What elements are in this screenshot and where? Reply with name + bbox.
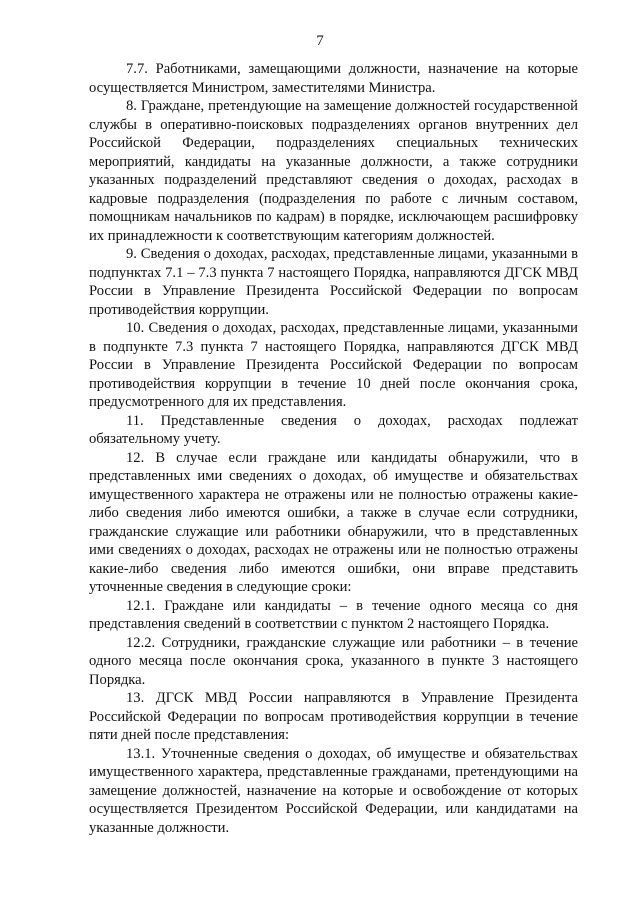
paragraph-8: 8. Граждане, претендующие на замещение должностей государственной службы в оперативно-поисковых подразделениях органов внутренних дел Российской Федерации, подразделениях специальных технических мероприятий, кандидаты на указанные должности, а также сотрудники указанных подразделений представляют сведения о доходах, расходах в кадровые подразделения (подразделения по работе с личным составом, помощникам начальников по кадрам) в порядке, исключающем расшифровку их принадлежности к соответствующим категориям должностей. bbox=[89, 98, 578, 244]
page-number: 7 bbox=[316, 33, 324, 49]
paragraph-12: 12. В случае если граждане или кандидаты обнаружили, что в представленных ими сведениях о доходах, об имуществе и обязательствах имущественного характера не отражены или не полностью отражены какие-либо сведения либо имеются ошибки, а также в случае если сотрудники, гражданские служащие или работники обнаружили, что в представленных ими сведениях о доходах, расходах не отражены или не полностью отражены какие-либо сведения либо имеются ошибки, они вправе представить уточненные сведения в следующие сроки: bbox=[89, 449, 578, 595]
paragraph-7-7: 7.7. Работниками, замещающими должности, назначение на которые осуществляется Министром, заместителями Министра. bbox=[89, 61, 578, 96]
paragraph-9: 9. Сведения о доходах, расходах, представленные лицами, указанными в подпунктах 7.1 – 7.3 пункта 7 настоящего Порядка, направляются ДГСК МВД России в Управление Президента Российской Федерации по вопросам противодействия коррупции. bbox=[89, 246, 578, 318]
paragraph-12-1: 12.1. Граждане или кандидаты – в течение одного месяца со дня представления сведений в соответствии с пунктом 2 настоящего Порядка. bbox=[89, 597, 578, 632]
paragraph-13-1: 13.1. Уточненные сведения о доходах, об имуществе и обязательствах имущественного характера, представленные гражданами, претендующими на замещение должностей, назначение на которые и освобождение от которых осуществляется Президентом Российской Федерации, или кандидатами на указанные должности. bbox=[89, 745, 578, 836]
paragraph-12-2: 12.2. Сотрудники, гражданские служащие или работники – в течение одного месяца после окончания срока, указанного в пункте 3 настоящего Порядка. bbox=[89, 634, 578, 688]
document-body bbox=[89, 60, 578, 837]
paragraph-11: 11. Представленные сведения о доходах, расходах подлежат обязательному учету. bbox=[89, 412, 578, 447]
paragraph-10: 10. Сведения о доходах, расходах, представленные лицами, указанными в подпункте 7.3 пункта 7 настоящего Порядка, направляются ДГСК МВД России в Управление Президента Российской Федерации по вопросам противодействия коррупции в течение 10 дней после окончания срока, предусмотренного для их представления. bbox=[89, 320, 578, 410]
paragraph-13: 13. ДГСК МВД России направляются в Управление Президента Российской Федерации по вопросам противодействия коррупции в течение пяти дней после представления: bbox=[89, 690, 578, 743]
